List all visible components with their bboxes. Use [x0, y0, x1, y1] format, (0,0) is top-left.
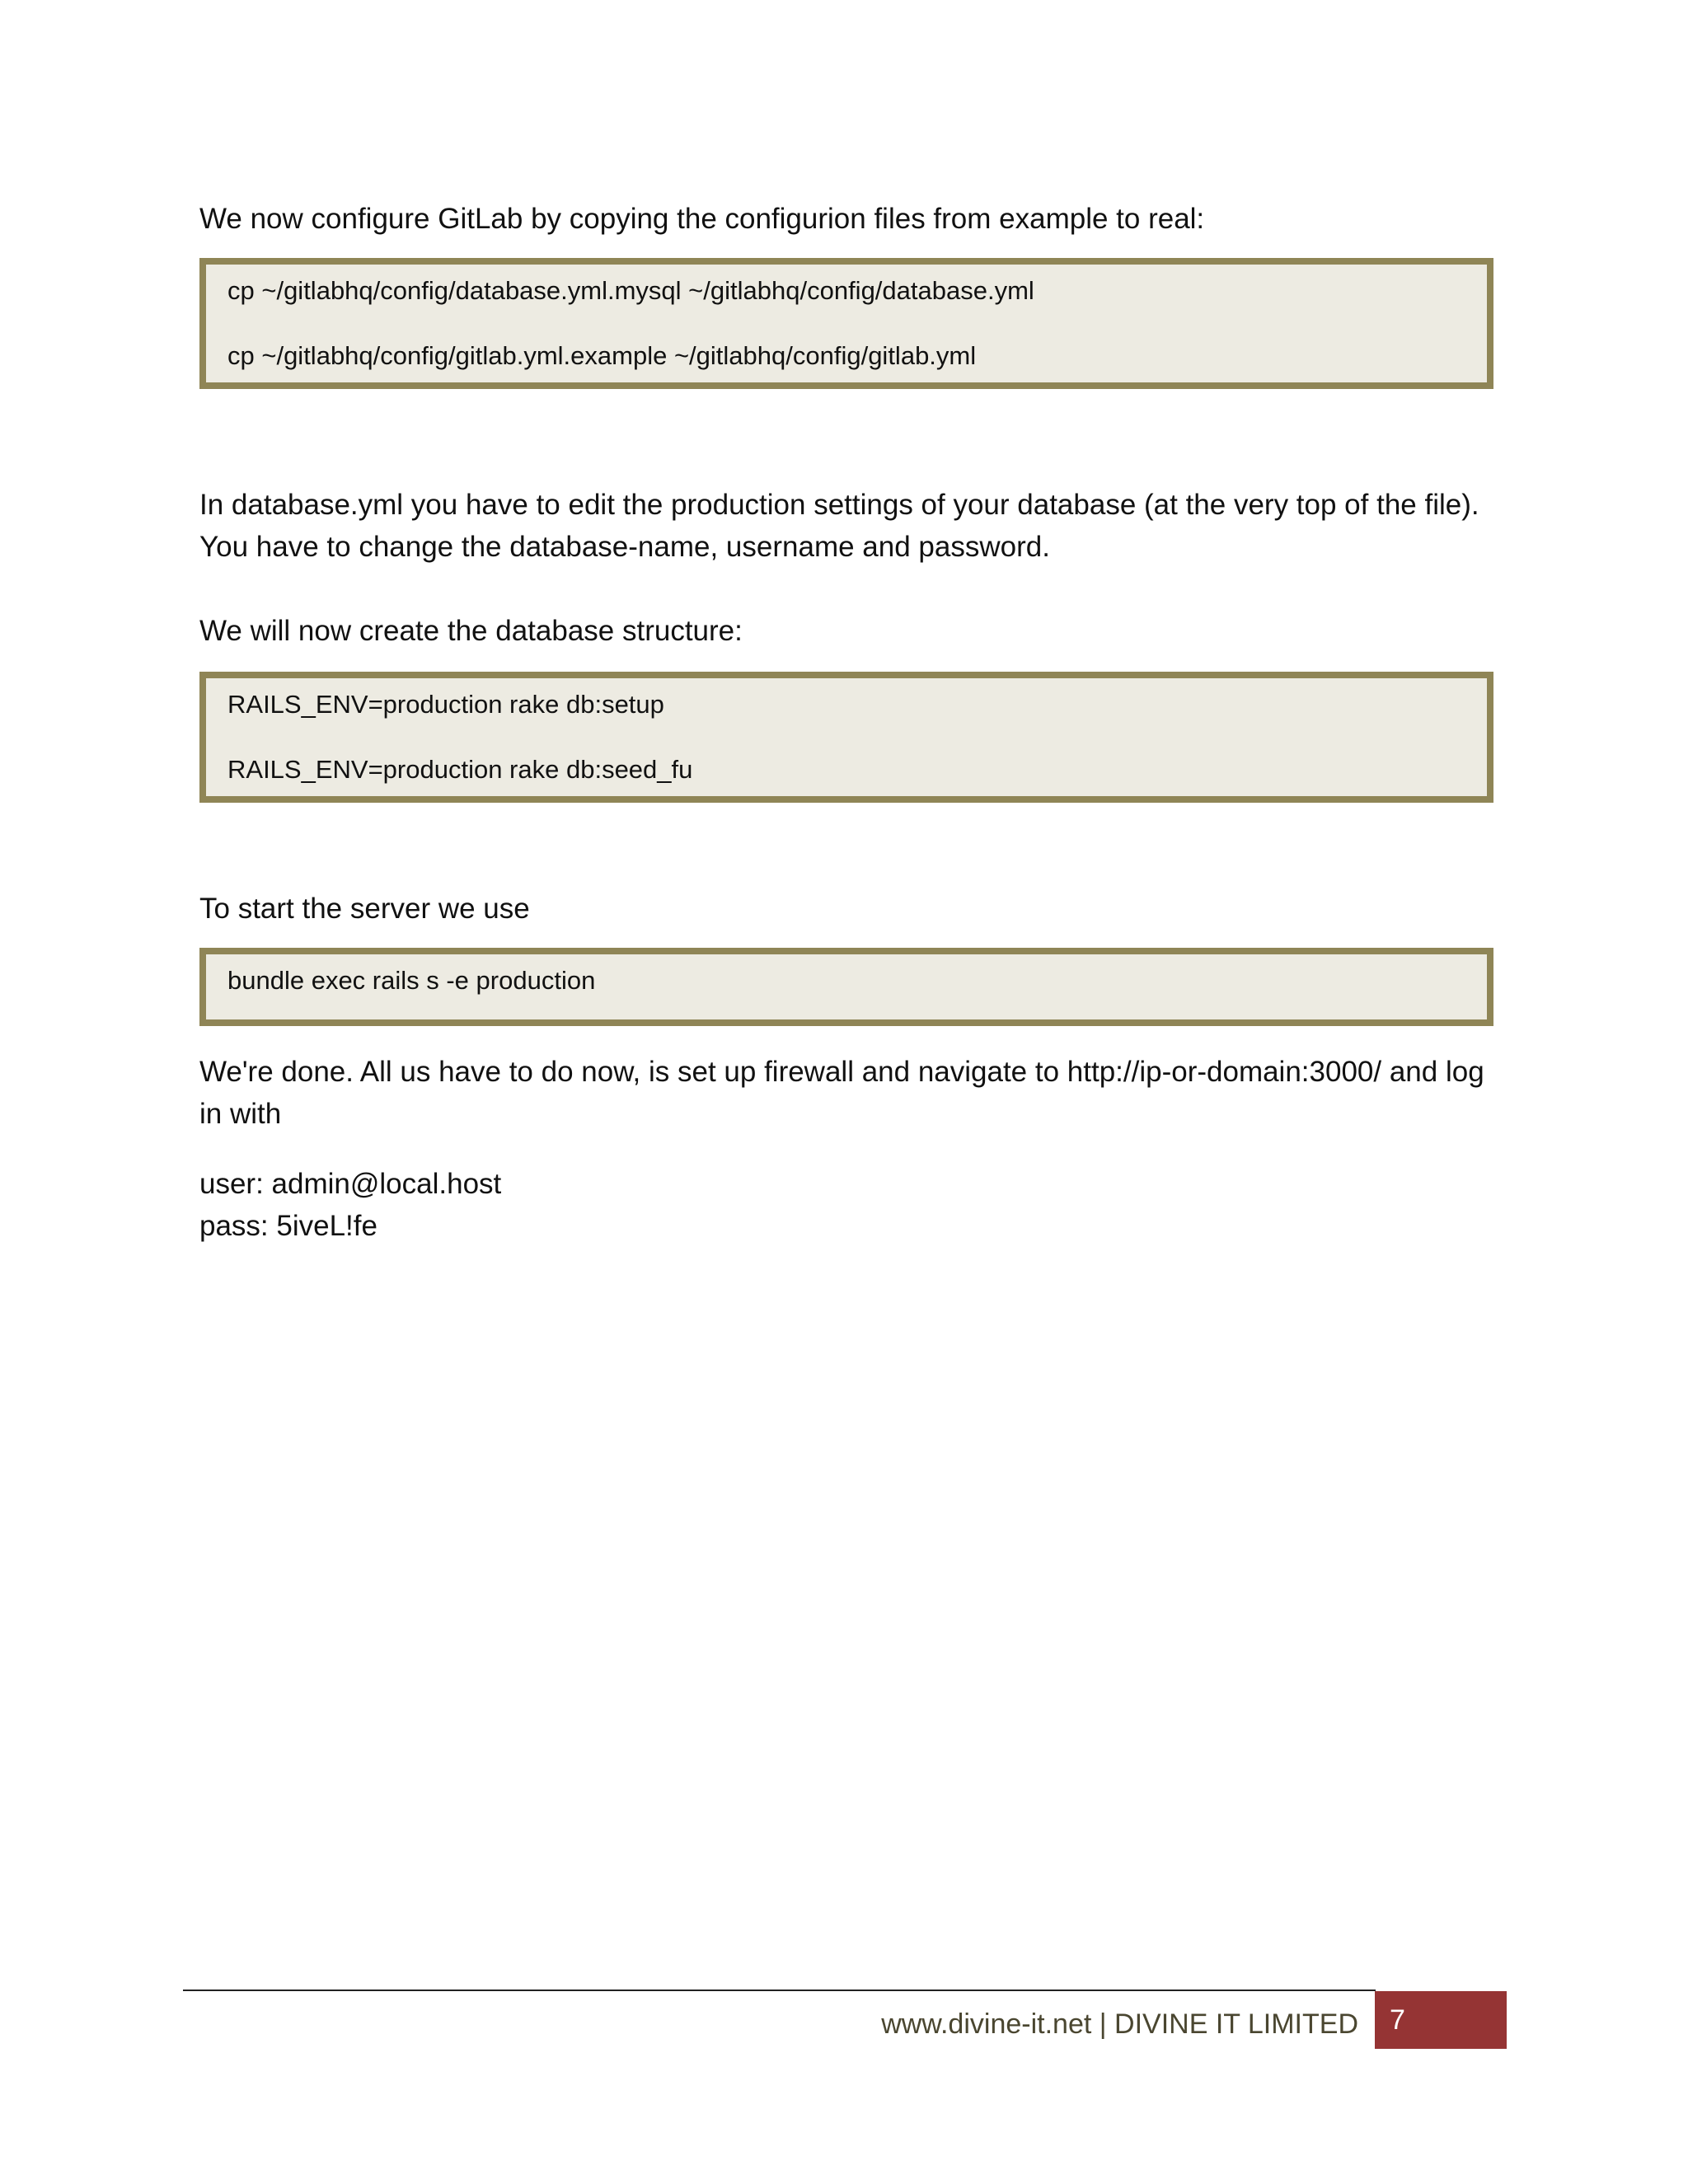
code-line: cp ~/gitlabhq/config/gitlab.yml.example ~/gitlabhq/config/gitlab.yml [227, 341, 977, 370]
code-block-start-server [199, 948, 1493, 1026]
credentials-user: user: admin@local.host [199, 1168, 502, 1200]
code-line: RAILS_ENV=production rake db:setup [227, 690, 664, 719]
start-server-paragraph: To start the server we use [199, 893, 530, 925]
footer-divider [183, 1990, 1376, 1991]
done-paragraph: We're done. All us have to do now, is set up firewall and navigate to http://ip-or-domain:3000/ and log in with [199, 1056, 1484, 1130]
code-line: bundle exec rails s -e production [227, 966, 596, 995]
code-block-db-setup [199, 672, 1493, 803]
credentials-pass: pass: 5iveL!fe [199, 1210, 377, 1242]
intro-paragraph: We now configure GitLab by copying the configurion files from example to real: [199, 203, 1205, 235]
database-instructions-paragraph: In database.yml you have to edit the production settings of your database (at the very top of the file). You have to change the database-name, username and password. [199, 489, 1479, 563]
code-line: RAILS_ENV=production rake db:seed_fu [227, 755, 693, 784]
code-line: cp ~/gitlabhq/config/database.yml.mysql ~/gitlabhq/config/database.yml [227, 276, 1034, 305]
page-content [199, 198, 1493, 1247]
footer-text: www.divine-it.net | DIVINE IT LIMITED [881, 2008, 1358, 2040]
page-number: 7 [1375, 1991, 1507, 2049]
create-structure-paragraph: We will now create the database structure: [199, 615, 743, 647]
code-block-config-copy [199, 258, 1493, 389]
